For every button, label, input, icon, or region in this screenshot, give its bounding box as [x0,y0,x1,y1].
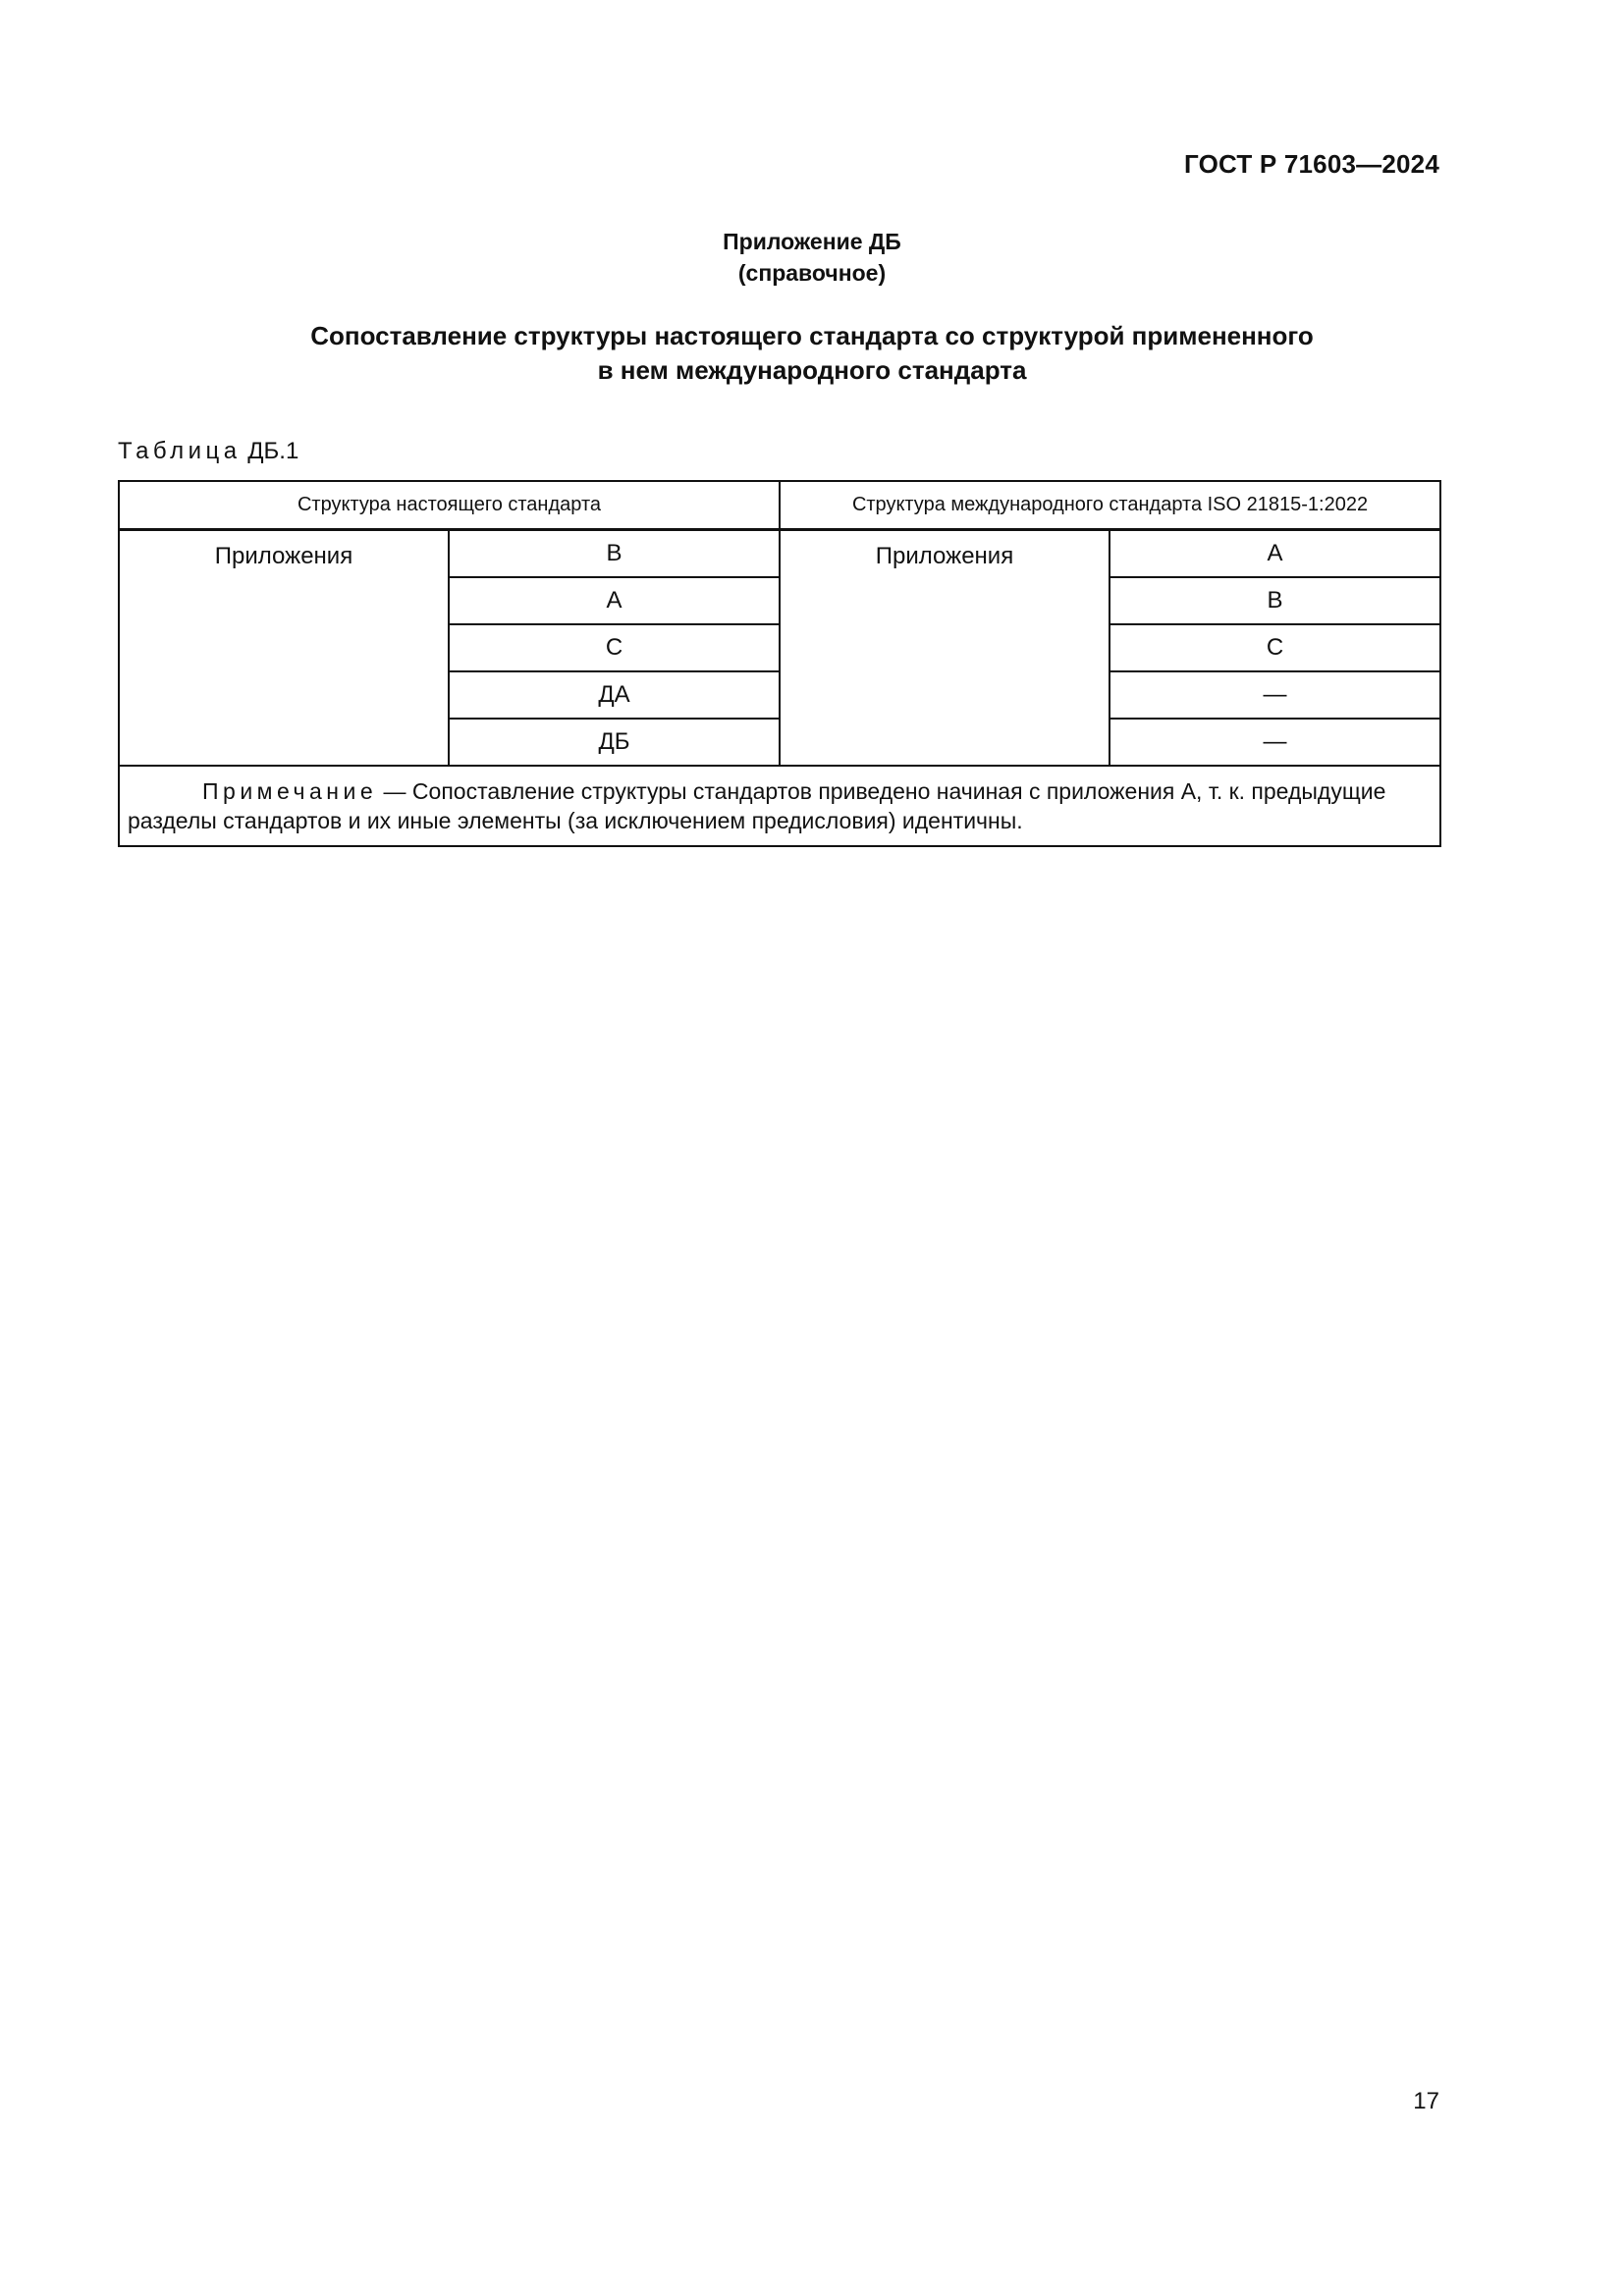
left-annex-cell: С [449,624,780,671]
right-annex-cell: A [1110,530,1440,578]
section-title [0,319,1624,388]
left-annex-cell: ДА [449,671,780,719]
structure-comparison-table [118,480,1441,847]
table-note-row [119,766,1440,846]
annex-title: Приложение ДБ [723,229,901,254]
annex-heading [0,226,1624,289]
section-title-line-2: в нем международного стандарта [597,355,1027,385]
header-current-standard: Структура настоящего стандарта [119,481,780,530]
table-note [119,766,1440,846]
right-annex-cell: — [1110,671,1440,719]
left-annexes-label: Приложения [119,530,449,767]
right-annexes-label: Приложения [780,530,1110,767]
page-number: 17 [1413,2088,1439,2114]
section-title-line-1: Сопоставление структуры настоящего стандарта со структурой примененного [310,321,1314,350]
table-caption-word: Таблица [118,438,242,464]
note-text: Сопоставление структуры стандартов приведено начиная с приложения А, т. к. предыдущие разделы стандартов и их иные элементы (за исключением предисловия) идентичны. [128,778,1386,833]
right-annex-cell: B [1110,577,1440,624]
left-annex-cell: ДБ [449,719,780,766]
note-dash: — [383,778,406,804]
document-code: ГОСТ Р 71603—2024 [1184,149,1439,179]
annex-subtitle: (справочное) [737,260,887,286]
header-international-standard: Структура международного стандарта ISO 21815-1:2022 [780,481,1440,530]
left-annex-cell: А [449,577,780,624]
table-row [119,530,1440,578]
table-header-row [119,481,1440,530]
table-caption [118,438,298,465]
note-label: Примечание [202,778,378,804]
right-annex-cell: С [1110,624,1440,671]
left-annex-cell: B [449,530,780,578]
table-caption-number: ДБ.1 [247,438,299,464]
right-annex-cell: — [1110,719,1440,766]
